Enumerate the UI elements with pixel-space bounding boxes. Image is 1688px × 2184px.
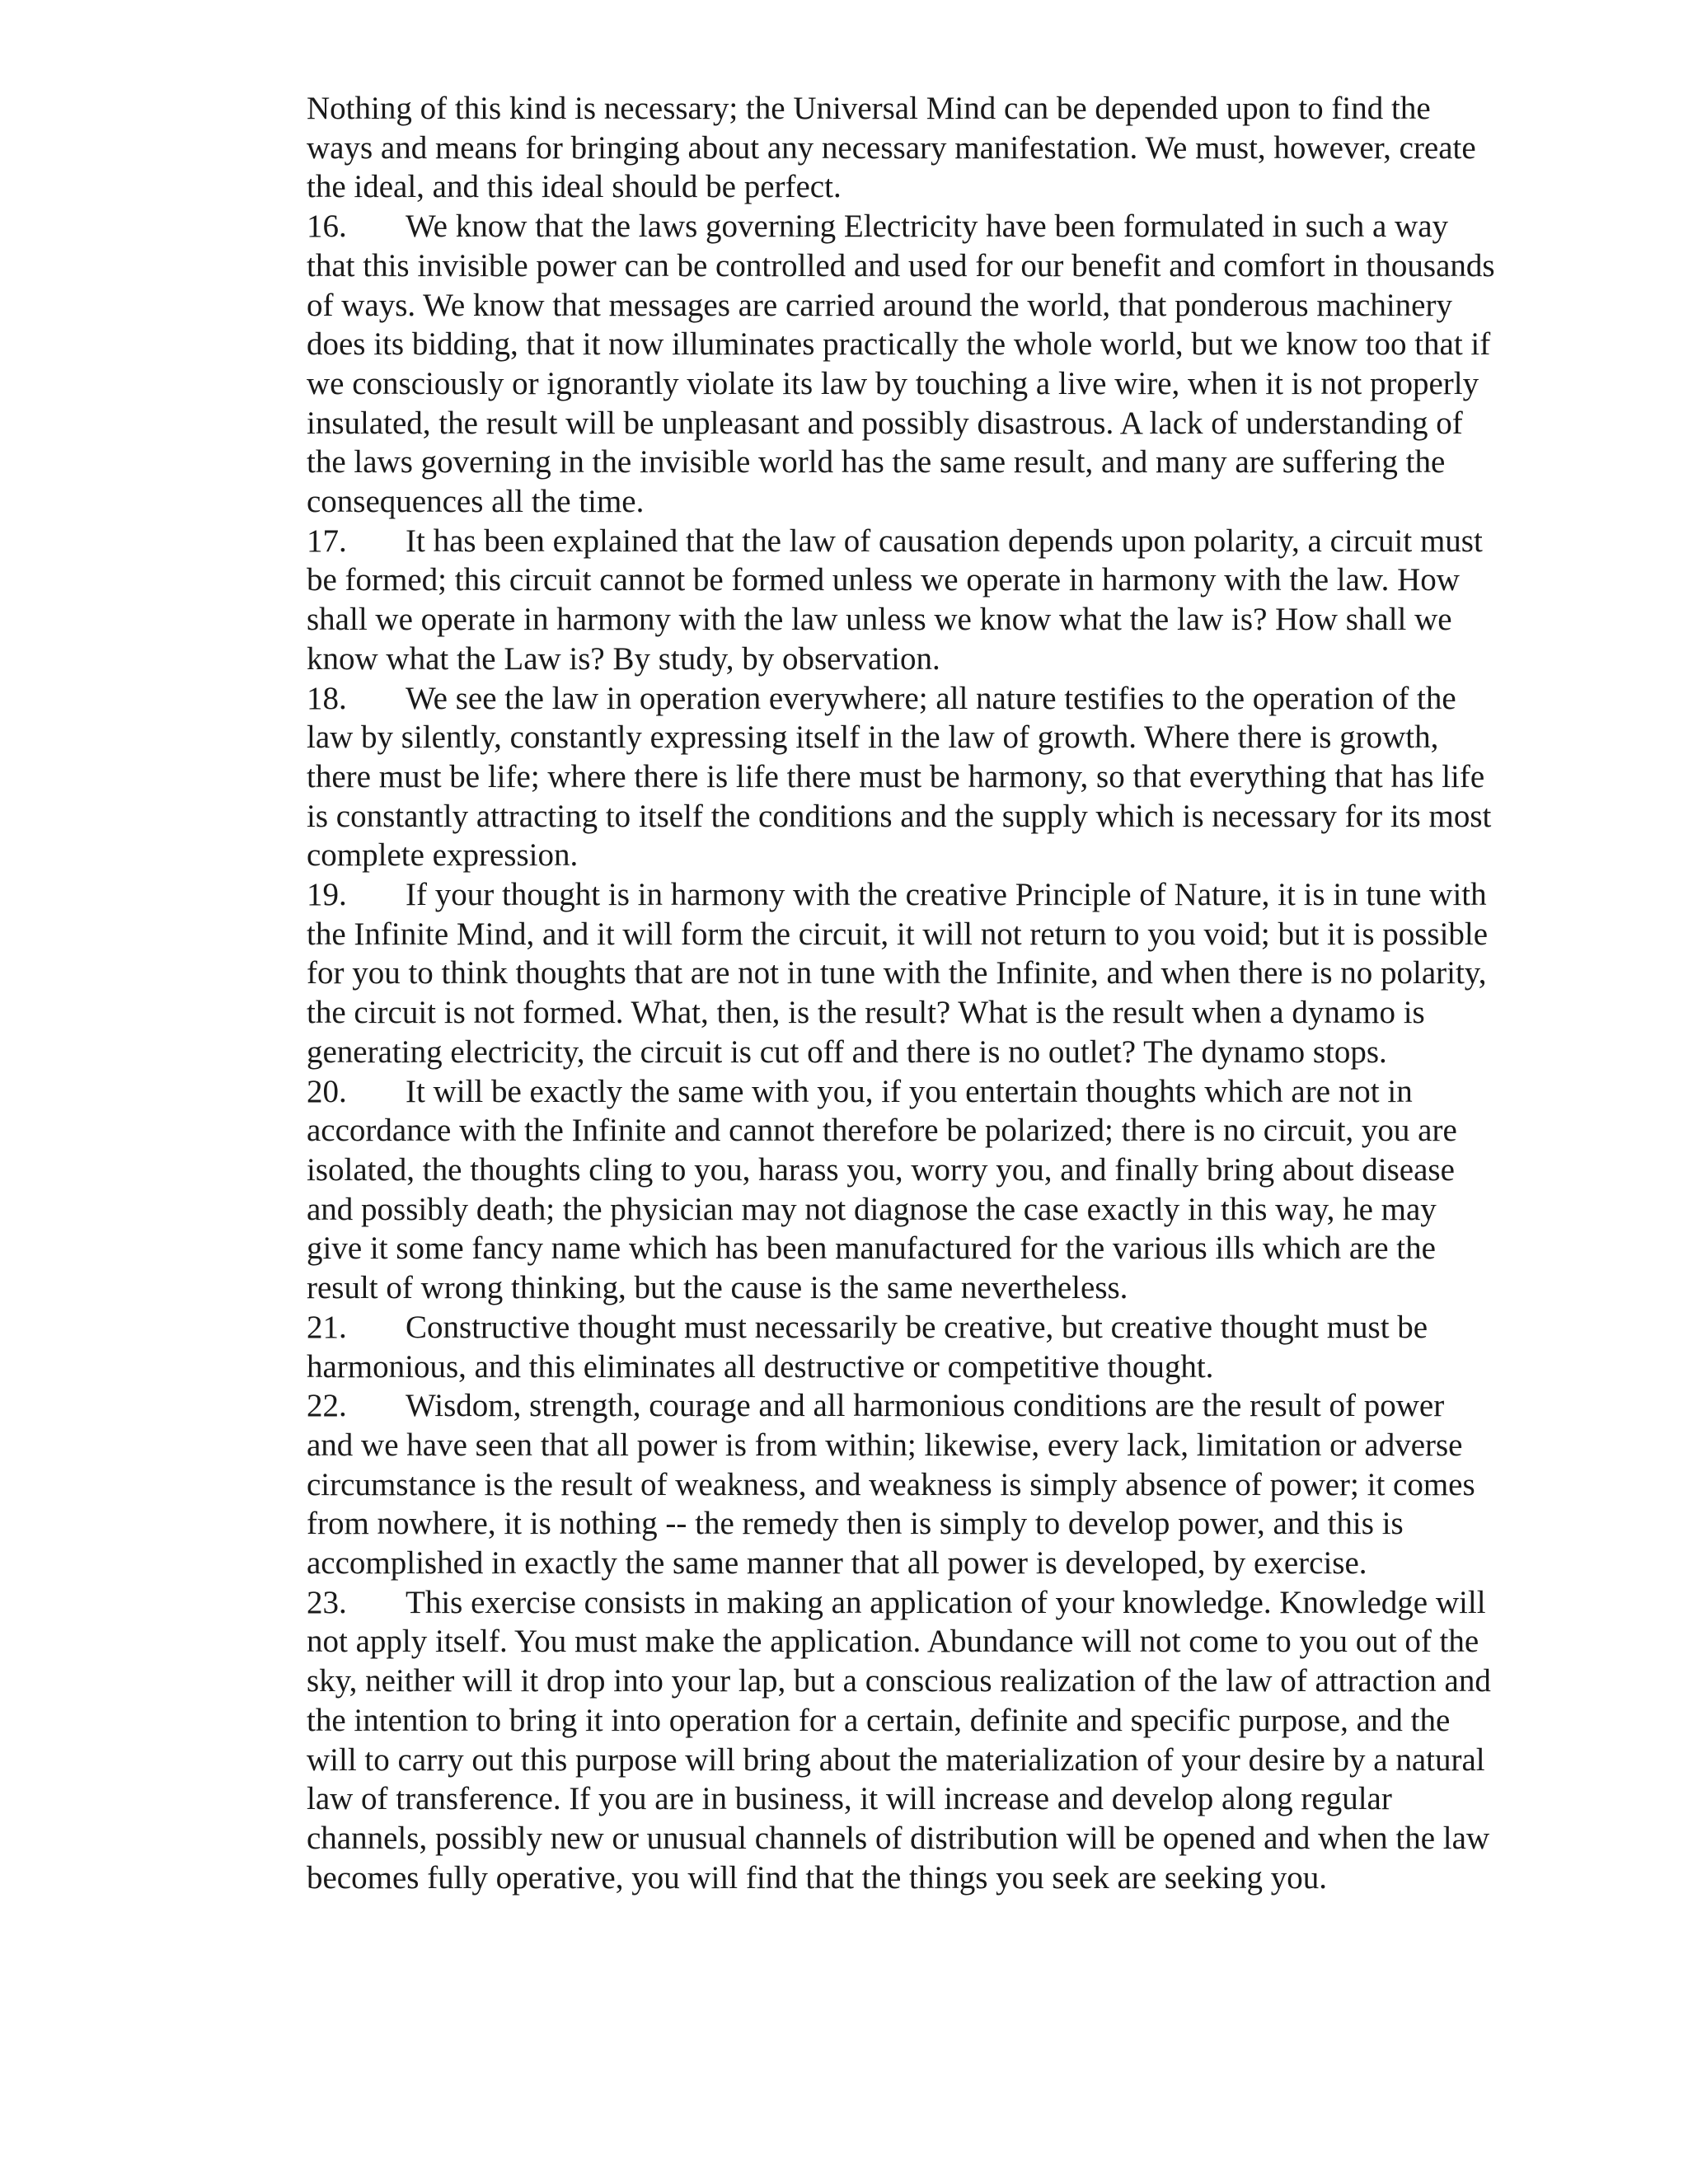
intro-paragraph: Nothing of this kind is necessary; the Universal Mind can be depended upon to find the ways and means for bringing about any necessary manifestation. We must, however, create the ideal, and this ideal should be perfect. <box>307 91 1476 205</box>
paragraph-text: Wisdom, strength, courage and all harmonious conditions are the result of power and we have seen that all power is from within; likewise, every lack, limitation or adverse circumstance is the result of weakness, and weakness is simply absence of power; it comes from nowhere, it is nothing -- the remedy then is simply to develop power, and this is accomplished in exactly the same manner that all power is developed, by exercise. <box>307 1388 1475 1582</box>
paragraph-17 <box>307 522 1498 679</box>
paragraph-number: 21. <box>307 1309 347 1345</box>
paragraph-number: 22. <box>307 1388 347 1424</box>
paragraph-number: 23. <box>307 1584 347 1620</box>
paragraph-text: We see the law in operation everywhere; all nature testifies to the operation of the law by silently, constantly expressing itself in the law of growth. Where there is growth, there must be life; where there is life there must be harmony, so that everything that has life is constantly attracting to itself the conditions and the supply which is necessary for its most complete expression. <box>307 680 1492 874</box>
paragraph-text: This exercise consists in making an application of your knowledge. Knowledge will not apply itself. You must make the application. Abundance will not come to you out of the sky, neither will it drop into your lap, but a conscious realization of the law of attraction and the intention to bring it into operation for a certain, definite and specific purpose, and the will to carry out this purpose will bring about the materialization of your desire by a natural law of transference. If you are in business, it will increase and develop along regular channels, possibly new or unusual channels of distribution will be opened and when the law becomes fully operative, you will find that the things you seek are seeking you. <box>307 1584 1491 1896</box>
paragraph-number: 20. <box>307 1073 347 1109</box>
paragraph-text: If your thought is in harmony with the creative Principle of Nature, it is in tune with the Infinite Mind, and it will form the circuit, it will not return to you void; but it is possible for you to think thoughts that are not in tune with the Infinite, and when there is no polarity, the circuit is not formed. What, then, is the result? What is the result when a dynamo is generating electricity, the circuit is cut off and there is no outlet? The dynamo stops. <box>307 877 1489 1070</box>
paragraph-number: 16. <box>307 209 347 245</box>
paragraph-text: It will be exactly the same with you, if you entertain thoughts which are not in accordance with the Infinite and cannot therefore be polarized; there is no circuit, you are isolated, the thoughts cling to you, harass you, worry you, and finally bring about disease and possibly death; the physician may not diagnose the case exactly in this way, he may give it some fancy name which has been manufactured for the various ills which are the result of wrong thinking, but the cause is the same nevertheless. <box>307 1073 1457 1306</box>
paragraph-number: 18. <box>307 680 347 716</box>
paragraph-21 <box>307 1308 1498 1386</box>
paragraph-text: It has been explained that the law of causation depends upon polarity, a circuit must be formed; this circuit cannot be formed unless we operate in harmony with the law. How shall we operate in harmony with the law unless we know what the law is? How shall we know what the Law is? By study, by observation. <box>307 523 1483 677</box>
paragraph-number: 17. <box>307 523 347 559</box>
paragraph-16 <box>307 207 1498 522</box>
document-page <box>307 89 1498 1897</box>
paragraph-23 <box>307 1583 1498 1898</box>
paragraph-text: We know that the laws governing Electricity have been formulated in such a way that this invisible power can be controlled and used for our benefit and comfort in thousands of ways. We know that messages are carried around the world, that ponderous machinery does its bidding, that it now illuminates practically the whole world, but we know too that if we consciously or ignorantly violate its law by touching a live wire, when it is not properly insulated, the result will be unpleasant and possibly disastrous. A lack of understanding of the laws governing in the invisible world has the same result, and many are suffering the consequences all the time. <box>307 209 1495 520</box>
paragraph-number: 19. <box>307 877 347 913</box>
paragraph-22 <box>307 1386 1498 1583</box>
paragraph-20 <box>307 1072 1498 1308</box>
paragraph-19 <box>307 875 1498 1072</box>
paragraph-18 <box>307 679 1498 876</box>
paragraph-text: Constructive thought must necessarily be creative, but creative thought must be harmonious, and this eliminates all destructive or competitive thought. <box>307 1309 1428 1385</box>
